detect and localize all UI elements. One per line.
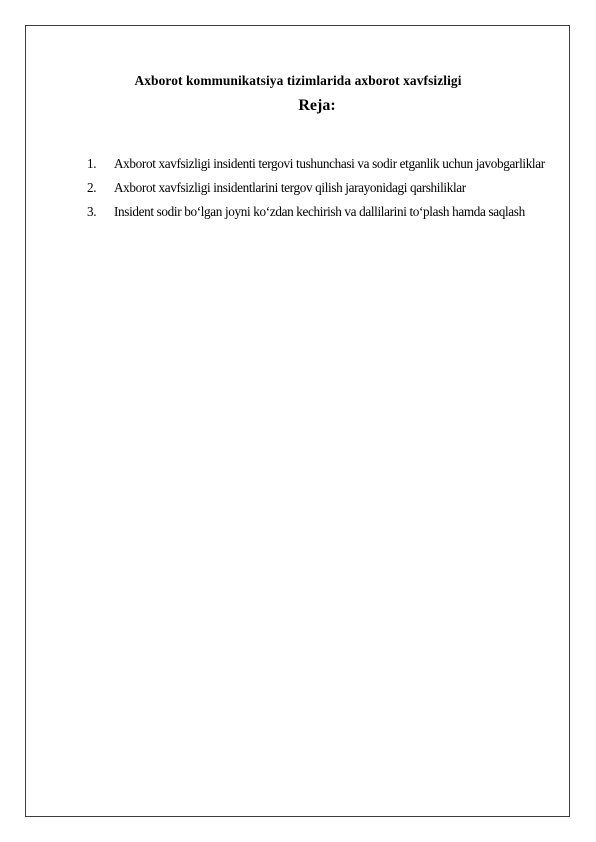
plan-heading: Reja: (298, 97, 336, 114)
page-border (25, 25, 570, 817)
plan-item-2 (87, 176, 557, 200)
document-title: Axborot kommunikatsiya tizimlarida axborot xavfsizligi (134, 73, 462, 88)
plan-item-text: Insident sodir bo‘lgan joyni ko‘zdan kechirish va dallilarini to‘plash hamda saqlash (114, 204, 525, 219)
plan-item-1 (87, 152, 557, 176)
plan-item-number: 3. (87, 204, 97, 219)
plan-item-text: Axborot xavfsizligi insidentlarini tergov qilish jarayonidagi qarshiliklar (114, 180, 466, 195)
plan-item-number: 1. (87, 156, 97, 171)
plan-item-3 (87, 200, 557, 224)
plan-item-text: Axborot xavfsizligi insidenti tergovi tushunchasi va sodir etganlik uchun javobgarliklar (114, 156, 545, 171)
plan-list (87, 152, 557, 224)
plan-item-number: 2. (87, 180, 97, 195)
